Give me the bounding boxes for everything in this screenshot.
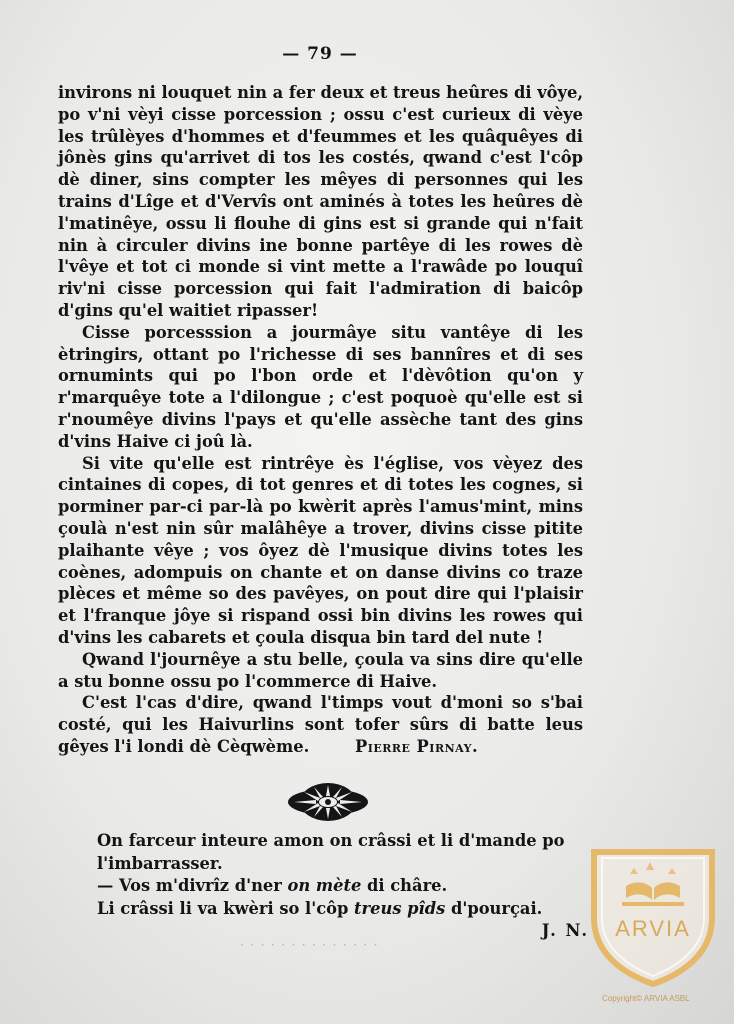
joke-signature: J. N. (541, 921, 589, 940)
paragraph-5-text: C'est l'cas d'dire, qwand l'timps vout d'moni so s'bai costé, qui les Haivurlins sont tofer sûrs di batte leus gêyes l'i londi dè Cèqwème. (58, 693, 583, 756)
logo-text: ARVIA (615, 916, 691, 941)
paragraph-2: Cisse porcesssion a jourmâye situ vantêye di les ètringirs, ottant po l'richesse di ses bannîres et di ses ornumints qui po l'bon orde et l'dèvôtion qu'on y r'marquêye tote a l'dilongue ; c'est poquoè qu'elle est si r'noumêye divins l'pays et qu'elle assèche tant des gins d'vins Haive ci joû là. (58, 322, 583, 451)
paragraph-1: invirons ni louquet nin a fer deux et treus heûres di vôye, po v'ni vèyi cisse porcession ; ossu c'est curieux di vèye les trûlèyes d'hommes et d'feummes et les quâquêyes di jônès gins qu'arrivet di tos les costés, qwand c'est l'côp dè diner, sins compter les mêyes di personnes qui les trains d'Lîge et d'Vervîs ont aminés à totes les heûres dè l'matinêye, ossu li flouhe di gins est si grande qui n'fait nin à circuler divins ine bonne partêye di les rowes dè l'vêye et tot ci monde si vint mette a l'rawâde po louquî riv'ni cisse porcession qui fait l'admiration di baicôp d'gins qu'el waitiet ripasser! (58, 83, 583, 320)
bleed-through-text: · · · · · · · · · · · · · · (240, 938, 379, 953)
arvia-logo (586, 846, 720, 988)
floral-ornament-icon (286, 780, 370, 824)
joke-line-2: — Vos m'divrîz d'ner on mète di châre. (97, 876, 448, 895)
paragraph-5 (58, 692, 583, 757)
joke-line-3: Li crâssi li va kwèri so l'côp treus pîds d'pourçai. (97, 898, 543, 918)
article-body (58, 82, 583, 758)
copyright-text: Copyright© ARVIA ASBL (602, 994, 690, 1003)
joke-line-1: On farceur inteure amon on crâssi et li d'mande po l'imbarrasser. (97, 831, 565, 873)
paragraph-3: Si vite qu'elle est rintrêye ès l'église, vos vèyez des cintaines di copes, di tot genres et di totes les cognes, si porminer par-ci par-là po kwèrit après l'amus'mint, mins çoulà n'est nin sûr malâhêye a trover, divins cisse pitite plaihante vêye ; vos ôyez dè l'musique divins totes les coènes, adompuis on chante et on danse divins co traze plèces et même so des pavêyes, on pout dire qui l'plaisir et l'franque jôye si rispand ossi bin divins les rowes qui d'vins les cabarets et çoula disqua bin tard del nute ! (58, 453, 583, 647)
joke-block (97, 830, 589, 943)
page-number: — 79 — (282, 44, 358, 64)
author-signature: Pierre Pirnay. (354, 736, 479, 756)
paragraph-4: Qwand l'journêye a stu belle, çoula va sins dire qu'elle a stu bonne ossu po l'commerce di Haive. (58, 649, 583, 691)
